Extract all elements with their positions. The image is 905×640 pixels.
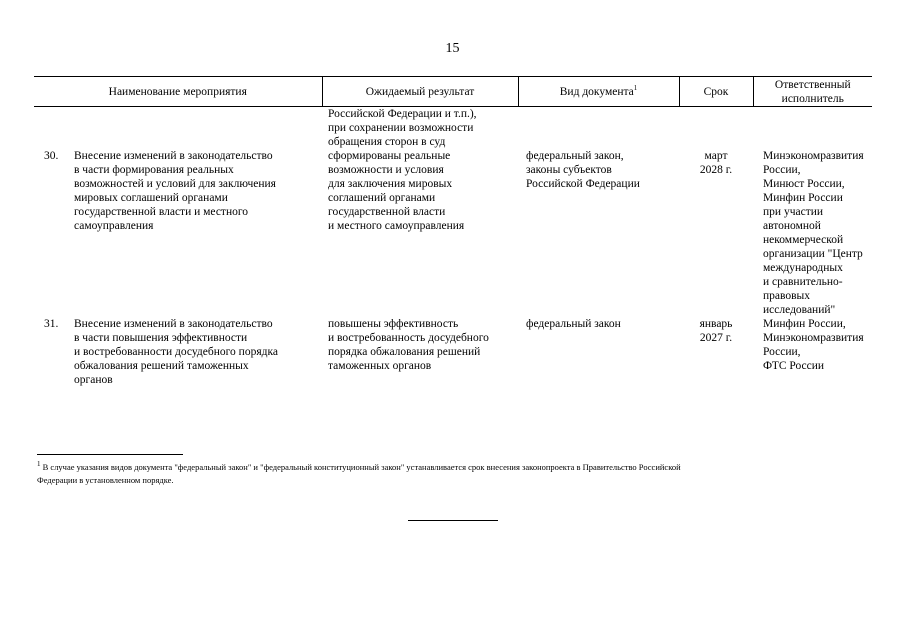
footnote-separator — [37, 454, 183, 455]
text-line: России, — [763, 346, 801, 358]
table-row-continuation — [34, 107, 872, 150]
text-line: 2028 г. — [699, 164, 733, 176]
footnote — [37, 461, 875, 487]
row-number: 31. — [44, 318, 59, 330]
text-line: обращения сторон в суд — [328, 136, 446, 148]
table-header-row — [34, 77, 872, 107]
text-line: Российской Федерации и т.п.), — [328, 108, 477, 120]
page-number: 15 — [445, 41, 460, 56]
text-line: России, — [763, 164, 801, 176]
row-result — [322, 149, 518, 317]
header-responsible-line: исполнитель — [781, 92, 844, 105]
text-line: обжалования решений таможенных — [74, 360, 249, 372]
end-of-document-rule — [408, 520, 498, 521]
text-line: при сохранении возможности — [328, 122, 474, 134]
text-line: возможности и условия — [328, 164, 444, 176]
text-line: в части формирования реальных — [74, 164, 234, 176]
text-line: ФТС России — [763, 360, 825, 372]
text-line: некоммерческой — [763, 234, 844, 246]
text-line: при участии — [763, 206, 824, 218]
text-line: международных — [763, 262, 843, 274]
text-line: и востребованность досудебного — [328, 332, 489, 344]
row-responsible — [753, 317, 872, 387]
row-doc-type — [518, 149, 679, 317]
footnote-line — [37, 461, 875, 474]
text-line: федеральный закон — [526, 318, 621, 330]
footnote-line: Федерации в установленном порядке. — [37, 475, 174, 485]
text-line: федеральный закон, — [526, 150, 624, 162]
text-line: Минэкономразвития — [763, 150, 864, 162]
text-line: и местного самоуправления — [328, 220, 465, 232]
text-line: Внесение изменений в законодательство — [74, 318, 273, 330]
header-doc-type — [518, 77, 679, 107]
text-line: и сравнительно- — [763, 276, 843, 288]
row-number: 30. — [44, 150, 59, 162]
text-line: государственной власти — [328, 206, 446, 218]
text-line: повышены эффективность — [328, 318, 459, 330]
text-line: Внесение изменений в законодательство — [74, 150, 273, 162]
text-line: Минэкономразвития — [763, 332, 864, 344]
text-line: порядка обжалования решений — [328, 346, 481, 358]
text-line: Российской Федерации — [526, 178, 640, 190]
text-line: январь — [699, 318, 733, 330]
footnote-text: В случае указания видов документа "федеральный закон" и "федеральный конституционный закон" устанавливается срок внесения законопроекта в Правительство Российской — [42, 462, 681, 472]
text-line: исследований" — [763, 304, 836, 316]
measures-table — [34, 76, 872, 387]
text-line: Минфин России, — [763, 318, 846, 330]
text-line: Минфин России — [763, 192, 843, 204]
row-responsible — [753, 149, 872, 317]
text-line: таможенных органов — [328, 360, 432, 372]
text-line: 2027 г. — [699, 332, 733, 344]
text-line: Минюст России, — [763, 178, 845, 190]
text-line: законы субъектов — [526, 164, 612, 176]
row-term — [679, 149, 753, 317]
text-line: органов — [74, 374, 113, 386]
text-line: правовых — [763, 290, 811, 302]
header-name: Наименование мероприятия — [34, 77, 322, 107]
row-doc-type — [518, 317, 679, 387]
text-line: март — [704, 150, 728, 162]
text-line: возможностей и условий для заключения — [74, 178, 276, 190]
row-name — [70, 317, 322, 387]
footnote-marker: 1 — [37, 460, 41, 469]
header-responsible-line: Ответственный — [774, 78, 851, 91]
text-line: автономной — [763, 220, 821, 232]
header-result: Ожидаемый результат — [322, 77, 518, 107]
row-name — [70, 149, 322, 317]
continuation-result — [322, 107, 518, 150]
text-line: государственной власти и местного — [74, 206, 249, 218]
footnote-ref: 1 — [633, 83, 638, 92]
text-line: мировых соглашений органами — [74, 192, 228, 204]
text-line: соглашений органами — [328, 192, 436, 204]
row-term — [679, 317, 753, 387]
text-line: организации "Центр — [763, 248, 863, 260]
table-row — [34, 317, 872, 387]
header-term: Срок — [679, 77, 753, 107]
text-line: самоуправления — [74, 220, 154, 232]
text-line: для заключения мировых — [328, 178, 453, 190]
text-line: в части повышения эффективности — [74, 332, 248, 344]
text-line: и востребованности досудебного порядка — [74, 346, 278, 358]
table-row — [34, 149, 872, 317]
header-doc-type-label: Вид документа — [559, 85, 634, 98]
text-line: сформированы реальные — [328, 150, 451, 162]
row-result — [322, 317, 518, 387]
header-responsible — [753, 77, 872, 107]
